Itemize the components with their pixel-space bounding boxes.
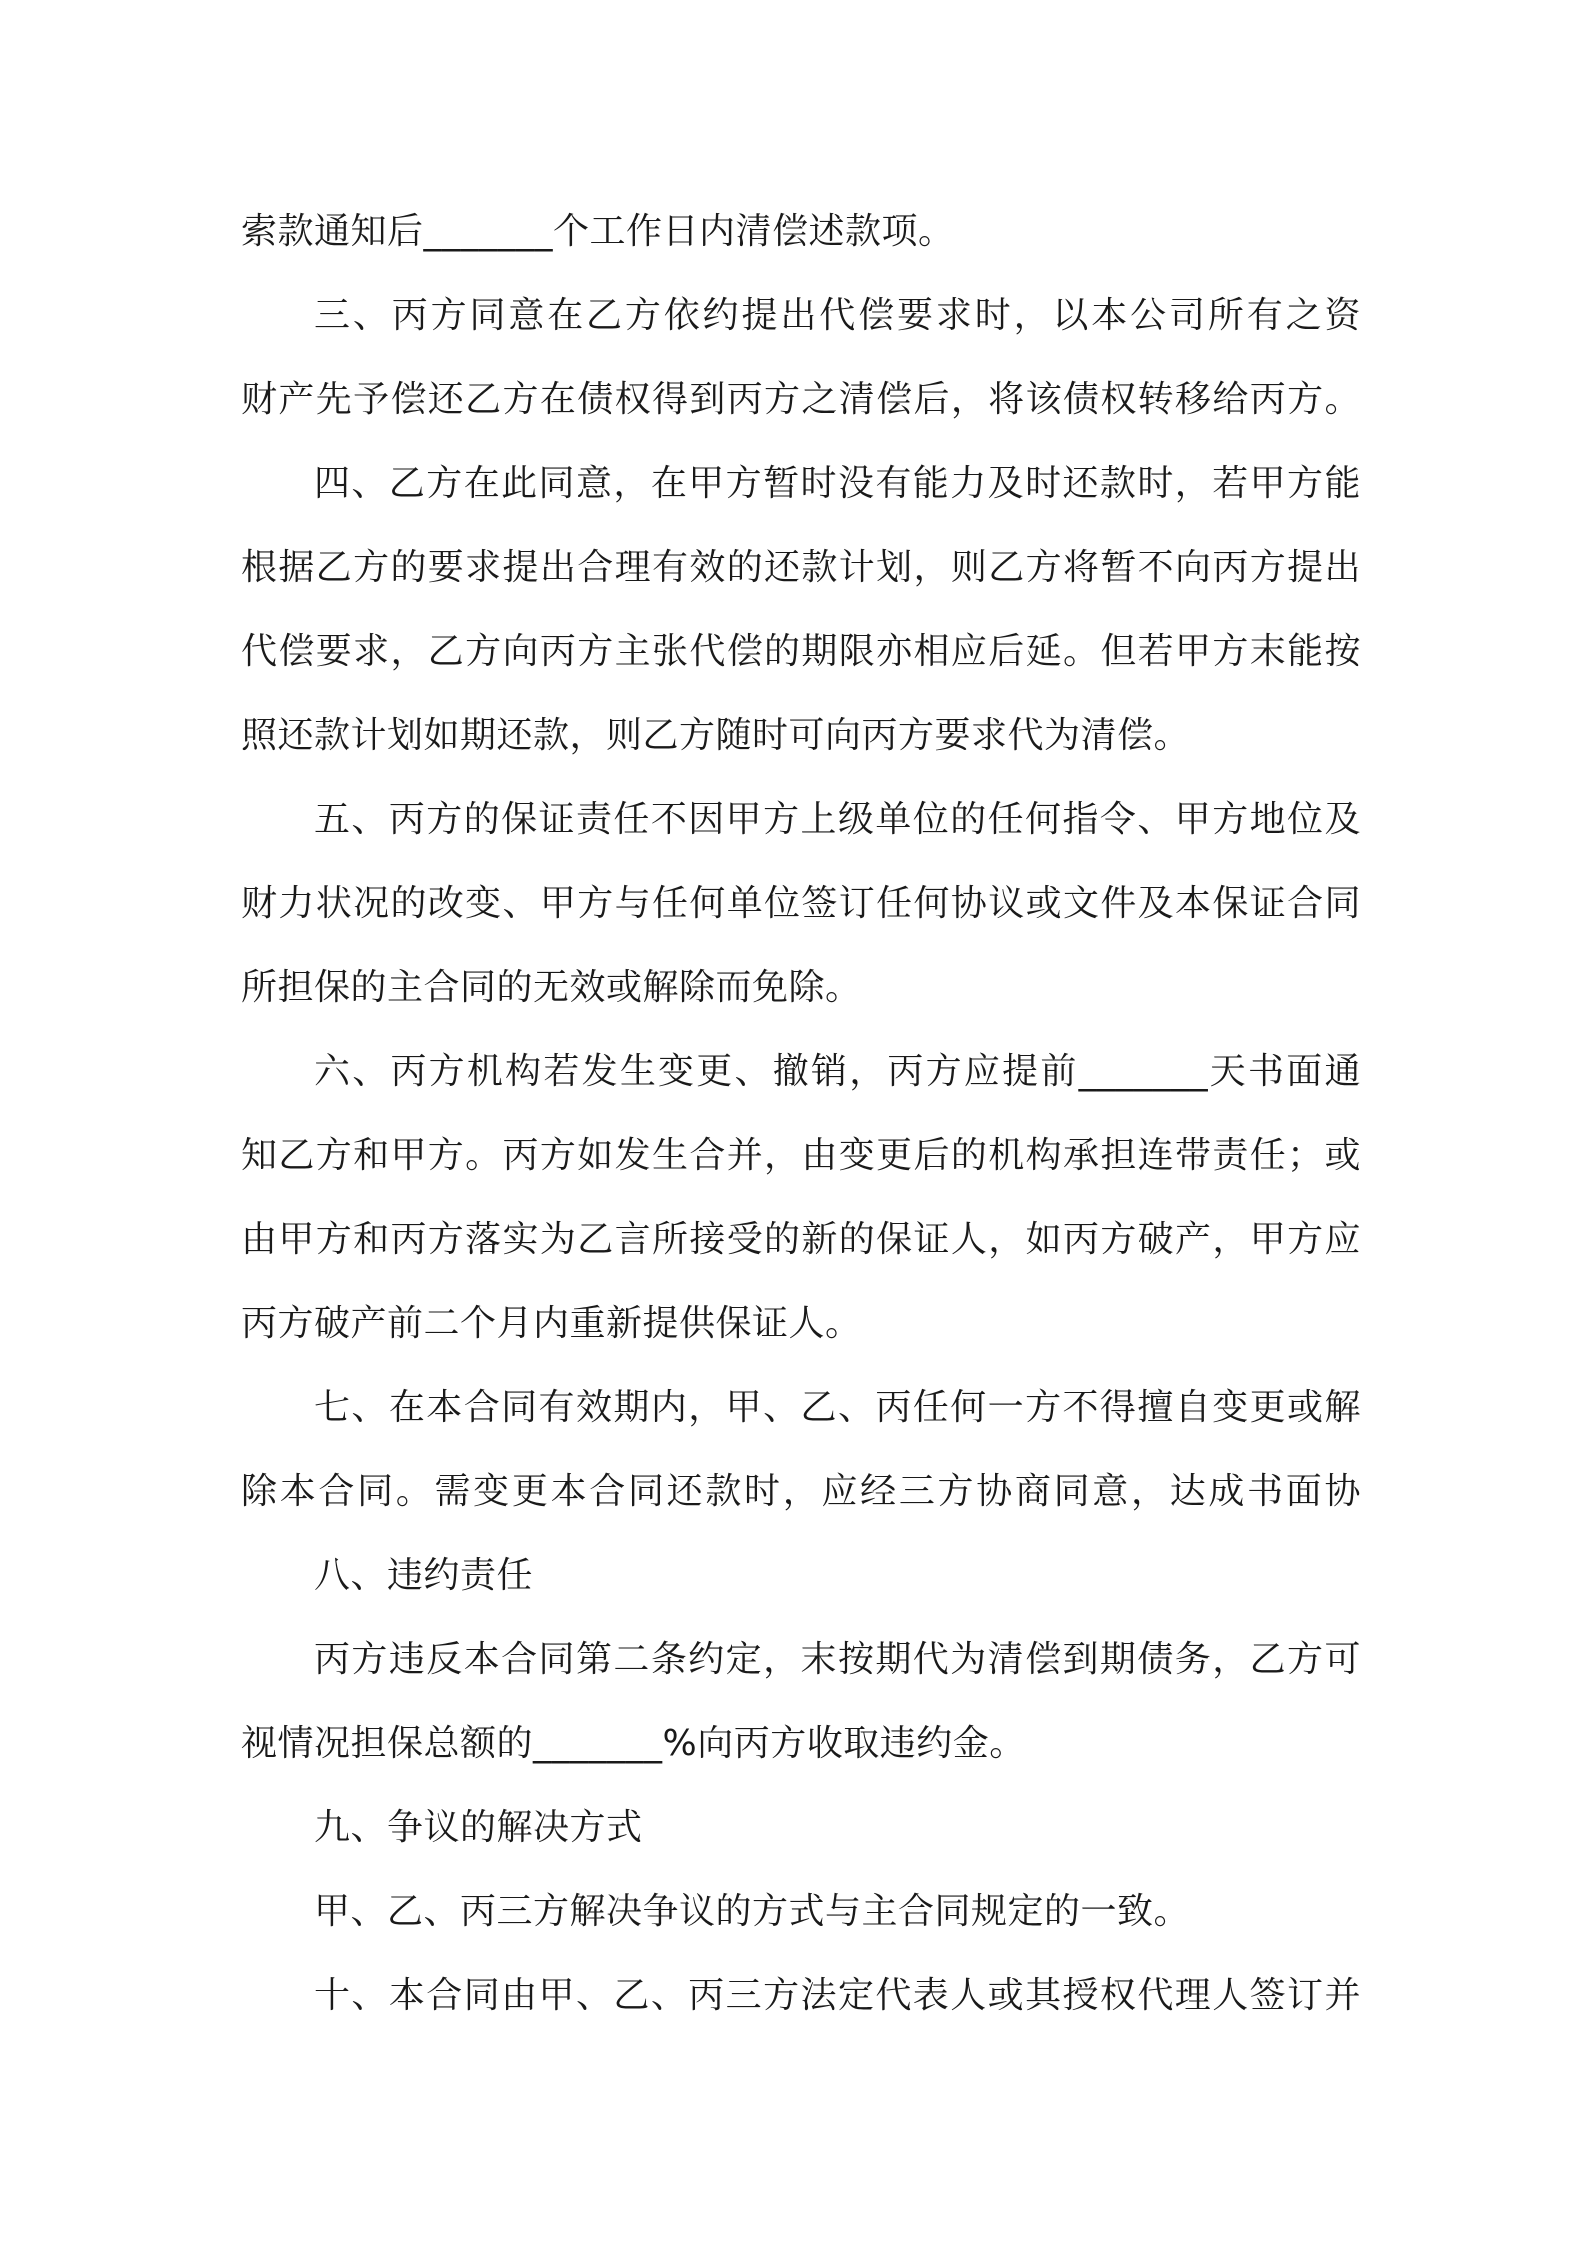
- clause-4-line-4: 照还款计划如期还款，则乙方随时可向丙方要求代为清偿。: [241, 715, 1191, 756]
- clause-6-line-1: 六、丙方机构若发生变更、撤销，丙方应提前_______天书面通: [314, 1051, 1361, 1092]
- clause-5-line-1: 五、丙方的保证责任不因甲方上级单位的任何指令、甲方地位及: [314, 799, 1361, 840]
- clause-9-line-1: 甲、乙、丙三方解决争议的方式与主合同规定的一致。: [314, 1891, 1191, 1932]
- clause-6-line-2: 知乙方和甲方。丙方如发生合并，由变更后的机构承担连带责任；或: [241, 1135, 1361, 1176]
- clause-5-line-3: 所担保的主合同的无效或解除而免除。: [241, 967, 862, 1008]
- clause-3-line-1: 三、丙方同意在乙方依约提出代偿要求时，以本公司所有之资: [314, 295, 1361, 336]
- clause-8-line-1: 丙方违反本合同第二条约定，末按期代为清偿到期债务，乙方可: [314, 1639, 1361, 1680]
- clause-4-line-1: 四、乙方在此同意，在甲方暂时没有能力及时还款时，若甲方能: [314, 463, 1361, 504]
- text-line-1: 索款通知后_______个工作日内清偿述款项。: [241, 211, 955, 252]
- clause-7-line-1: 七、在本合同有效期内，甲、乙、丙任何一方不得擅自变更或解: [314, 1387, 1361, 1428]
- clause-9-heading: 九、争议的解决方式: [314, 1807, 643, 1848]
- clause-8-line-2: 视情况担保总额的_______%向丙方收取违约金。: [241, 1723, 1026, 1764]
- clause-5-line-2: 财力状况的改变、甲方与任何单位签订任何协议或文件及本保证合同: [241, 883, 1361, 924]
- clause-10-line-1: 十、本合同由甲、乙、丙三方法定代表人或其授权代理人签订并: [314, 1975, 1361, 2016]
- clause-4-line-3: 代偿要求，乙方向丙方主张代偿的期限亦相应后延。但若甲方末能按: [241, 631, 1361, 672]
- clause-8-heading: 八、违约责任: [314, 1555, 534, 1596]
- contract-text: [241, 190, 1361, 2038]
- clause-7-line-2: 除本合同。需变更本合同还款时，应经三方协商同意，达成书面协: [241, 1471, 1361, 1512]
- clause-6-line-4: 丙方破产前二个月内重新提供保证人。: [241, 1303, 862, 1344]
- clause-6-line-3: 由甲方和丙方落实为乙言所接受的新的保证人，如丙方破产，甲方应: [241, 1219, 1361, 1260]
- clause-4-line-2: 根据乙方的要求提出合理有效的还款计划，则乙方将暂不向丙方提出: [241, 547, 1361, 588]
- clause-3-line-2: 财产先予偿还乙方在债权得到丙方之清偿后，将该债权转移给丙方。: [241, 379, 1361, 420]
